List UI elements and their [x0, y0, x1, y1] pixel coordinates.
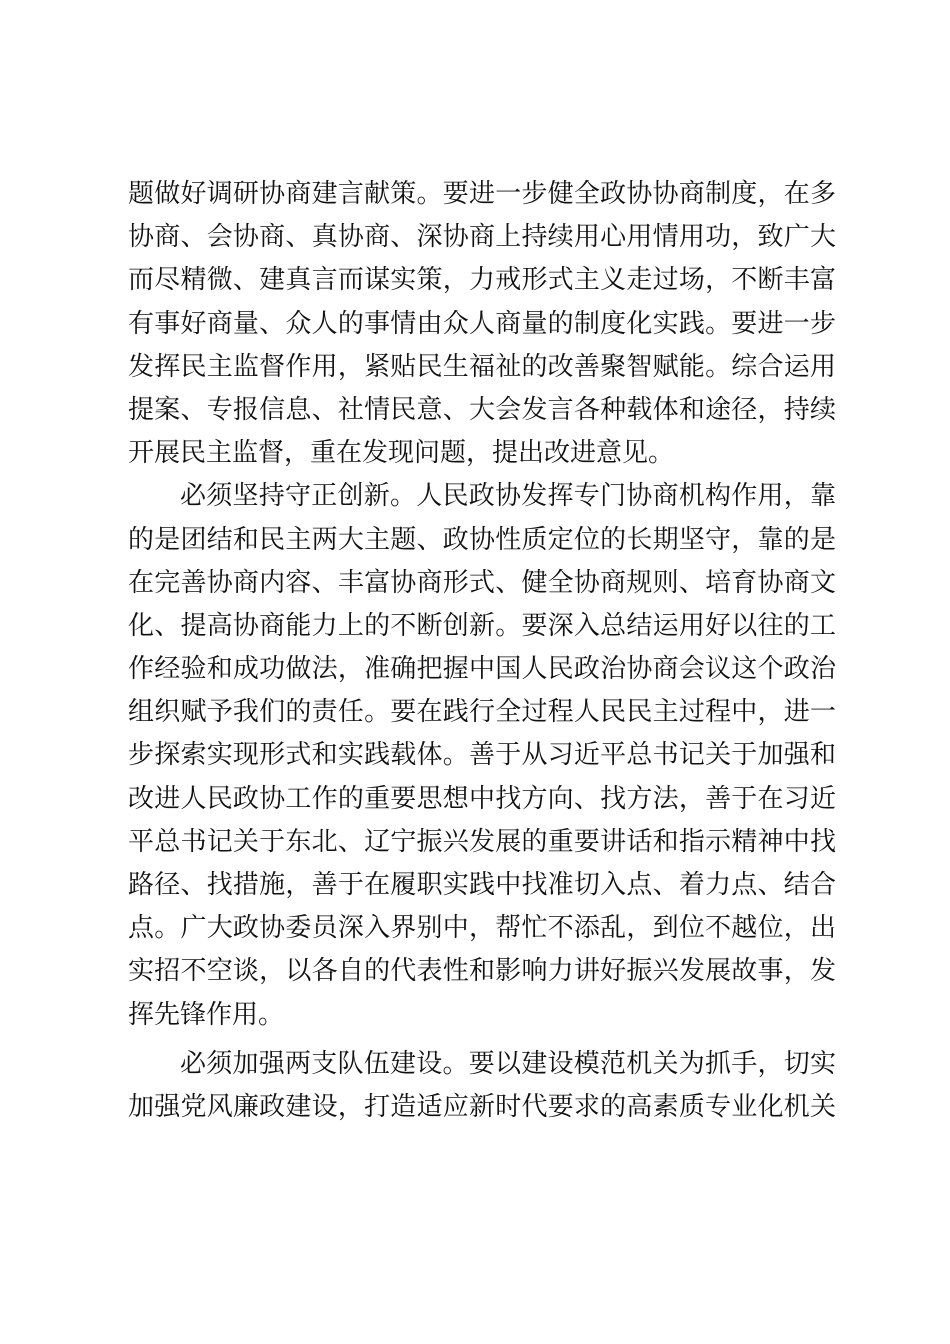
text-line: 作经验和成功做法，准确把握中国人民政治协商会议这个政治 [128, 654, 836, 685]
text-line: 有事好商量、众人的事情由众人商量的制度化实践。要进一步 [128, 308, 836, 339]
paragraph-3 [128, 1043, 836, 1129]
text-line: 发挥民主监督作用，紧贴民生福祉的改善聚智赋能。综合运用 [128, 351, 836, 382]
text-line: 在完善协商内容、丰富协商形式、健全协商规则、培育协商文 [128, 567, 836, 598]
text-line: 加强党风廉政建设，打造适应新时代要求的高素质专业化机关 [128, 1091, 836, 1122]
text-line: 化、提高协商能力上的不断创新。要深入总结运用好以往的工 [128, 610, 836, 641]
text-line: 必须加强两支队伍建设。要以建设模范机关为抓手，切实 [180, 1048, 836, 1079]
text-line: 挥先锋作用。 [128, 999, 285, 1030]
text-line: 协商、会协商、真协商、深协商上持续用心用情用功，致广大 [128, 222, 836, 253]
text-line: 必须坚持守正创新。人民政协发挥专门协商机构作用，靠 [180, 481, 836, 512]
paragraph-1 [128, 173, 836, 475]
text-line: 平总书记关于东北、辽宁振兴发展的重要讲话和指示精神中找 [128, 826, 836, 857]
text-line: 而尽精微、建真言而谋实策，力戒形式主义走过场，不断丰富 [128, 265, 836, 296]
paragraph-2 [128, 475, 836, 1036]
text-line: 开展民主监督，重在发现问题，提出改进意见。 [128, 438, 675, 469]
text-line: 实招不空谈，以各自的代表性和影响力讲好振兴发展故事，发 [128, 956, 836, 987]
text-line: 的是团结和民主两大主题、政协性质定位的长期坚守，靠的是 [128, 524, 836, 555]
text-line: 题做好调研协商建言献策。要进一步健全政协协商制度，在多 [128, 179, 836, 209]
body-text [128, 173, 836, 1129]
text-line: 步探索实现形式和实践载体。善于从习近平总书记关于加强和 [128, 740, 836, 771]
text-line: 提案、专报信息、社情民意、大会发言各种载体和途径，持续 [128, 394, 836, 425]
text-line: 改进人民政协工作的重要思想中找方向、找方法，善于在习近 [128, 783, 836, 814]
text-line: 组织赋予我们的责任。要在践行全过程人民民主过程中，进一 [128, 697, 836, 728]
text-line: 路径、找措施，善于在履职实践中找准切入点、着力点、结合 [128, 870, 836, 900]
text-line: 点。广大政协委员深入界别中，帮忙不添乱，到位不越位，出 [128, 913, 836, 944]
